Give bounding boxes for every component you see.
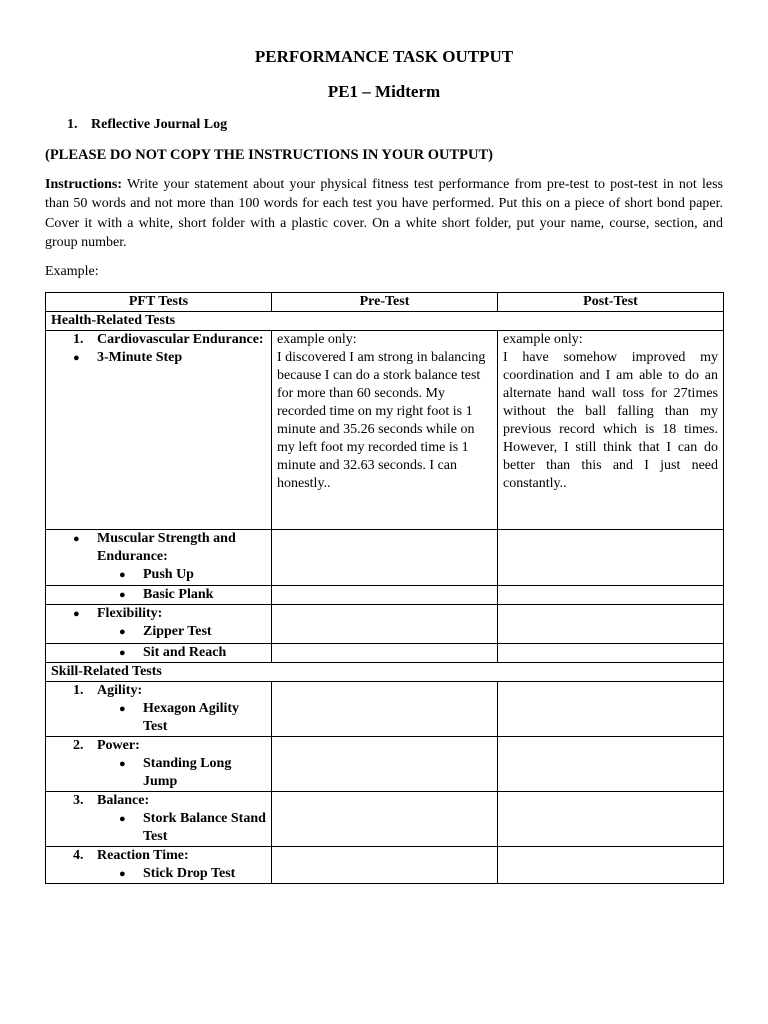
flexibility-sub2-text: Sit and Reach <box>143 645 227 660</box>
balance-number: 3. <box>73 793 84 808</box>
sitreach-post-cell[interactable] <box>498 644 724 663</box>
reaction-post-cell[interactable] <box>498 847 724 884</box>
agility-number: 1. <box>73 683 84 698</box>
bullet-icon: ● <box>73 352 80 364</box>
power-row <box>46 737 724 792</box>
muscular-title-text: Muscular Strength and Endurance: <box>97 531 236 564</box>
power-title <box>51 737 266 755</box>
cardio-sub-text: 3-Minute Step <box>97 350 183 365</box>
agility-test-cell <box>46 682 272 737</box>
cardio-number: 1. <box>73 332 84 347</box>
plank-pre-cell[interactable] <box>272 586 498 605</box>
muscular-sub2 <box>51 586 266 604</box>
cardio-row <box>46 331 724 530</box>
muscular-sub2-text: Basic Plank <box>143 587 214 602</box>
balance-sub-text: Stork Balance Stand Test <box>143 811 266 844</box>
balance-post-cell[interactable] <box>498 792 724 847</box>
agility-sub-text: Hexagon Agility Test <box>143 701 240 734</box>
bullet-icon: ● <box>119 868 126 880</box>
flexibility-pre-cell[interactable] <box>272 605 498 644</box>
instructions-text: Write your statement about your physical fitness test performance from pre-test to post-test in not less than 50 words and not more than 100 words for each test you have performed. Put this on a piece of short bond paper. Cover it with a white, short folder with a plastic cover. On a white short folder, put your name, course, section, and group number. <box>45 177 723 250</box>
muscular-post-cell[interactable] <box>498 530 724 586</box>
skill-section-label: Skill-Related Tests <box>46 663 724 682</box>
power-sub-text: Standing Long Jump <box>143 756 232 789</box>
skill-section-row <box>46 663 724 682</box>
power-title-text: Power: <box>97 738 140 753</box>
plank-row <box>46 586 724 605</box>
power-test-cell <box>46 737 272 792</box>
bullet-icon: ● <box>119 813 126 825</box>
flexibility-post-cell[interactable] <box>498 605 724 644</box>
bullet-icon: ● <box>119 569 126 581</box>
flexibility-title-text: Flexibility: <box>97 606 163 621</box>
balance-row <box>46 792 724 847</box>
agility-post-cell[interactable] <box>498 682 724 737</box>
cardio-post-text: example only: I have somehow improved my coordination and I am able to do an alternate hand wall toss for 27times without the ball falling than my previous record which is 18 times. However, I still think that I can do better than this and I just need constantly.. <box>503 332 718 491</box>
balance-title <box>51 792 266 810</box>
reaction-test-cell <box>46 847 272 884</box>
muscular-test-cell <box>46 530 272 586</box>
cardio-title <box>51 331 266 349</box>
reaction-title-text: Reaction Time: <box>97 848 189 863</box>
warning-note: (PLEASE DO NOT COPY THE INSTRUCTIONS IN YOUR OUTPUT) <box>45 147 493 163</box>
instructions-paragraph <box>45 175 723 252</box>
health-section-row <box>46 312 724 331</box>
flexibility-sub1 <box>51 623 266 641</box>
bullet-icon: ● <box>73 608 80 620</box>
muscular-row <box>46 530 724 586</box>
balance-pre-cell[interactable] <box>272 792 498 847</box>
sitreach-row <box>46 644 724 663</box>
cardio-sub <box>51 349 266 367</box>
sitreach-test-cell <box>46 644 272 663</box>
agility-sub <box>51 700 266 736</box>
flexibility-test-cell <box>46 605 272 644</box>
section-number: 1. <box>67 117 78 132</box>
bullet-icon: ● <box>119 703 126 715</box>
power-sub <box>51 755 266 791</box>
cardio-pre-cell[interactable] <box>272 331 498 530</box>
flexibility-sub1-text: Zipper Test <box>143 624 212 639</box>
reaction-title <box>51 847 266 865</box>
cardio-title-text: Cardiovascular Endurance: <box>97 332 264 347</box>
table-header-row <box>46 293 724 312</box>
balance-title-text: Balance: <box>97 793 150 808</box>
muscular-pre-cell[interactable] <box>272 530 498 586</box>
section-label: Reflective Journal Log <box>91 117 228 132</box>
cardio-test-cell <box>46 331 272 530</box>
bullet-icon: ● <box>119 758 126 770</box>
agility-row <box>46 682 724 737</box>
document-title: PERFORMANCE TASK OUTPUT <box>254 47 514 66</box>
flexibility-sub2 <box>51 644 266 662</box>
bullet-icon: ● <box>119 589 126 601</box>
agility-title-text: Agility: <box>97 683 143 698</box>
example-label: Example: <box>45 264 99 279</box>
power-post-cell[interactable] <box>498 737 724 792</box>
muscular-sub1-text: Push Up <box>143 567 194 582</box>
instructions-label: Instructions: <box>45 177 123 192</box>
reaction-sub-text: Stick Drop Test <box>143 866 236 881</box>
header-pre-test: Pre-Test <box>272 293 498 312</box>
reaction-row <box>46 847 724 884</box>
cardio-pre-text: example only: I discovered I am strong in balancing because I can do a stork balance test for more than 60 seconds. My recorded time on my right foot is 1 minute and 35.26 seconds while on my left foot my recorded time is 1 minute and 32.63 seconds. I can honestly.. <box>277 332 486 491</box>
reaction-pre-cell[interactable] <box>272 847 498 884</box>
balance-test-cell <box>46 792 272 847</box>
flexibility-row <box>46 605 724 644</box>
health-section-label: Health-Related Tests <box>46 312 724 331</box>
plank-post-cell[interactable] <box>498 586 724 605</box>
power-number: 2. <box>73 738 84 753</box>
bullet-icon: ● <box>73 533 80 545</box>
agility-title <box>51 682 266 700</box>
power-pre-cell[interactable] <box>272 737 498 792</box>
reaction-number: 4. <box>73 848 84 863</box>
balance-sub <box>51 810 266 846</box>
bullet-icon: ● <box>119 626 126 638</box>
document-subtitle: PE1 – Midterm <box>327 82 441 101</box>
sitreach-pre-cell[interactable] <box>272 644 498 663</box>
header-pft-tests: PFT Tests <box>46 293 272 312</box>
pft-table <box>45 292 724 884</box>
section-heading <box>67 116 227 134</box>
plank-test-cell <box>46 586 272 605</box>
muscular-title <box>51 530 266 566</box>
reaction-sub <box>51 865 266 883</box>
muscular-sub1 <box>51 566 266 584</box>
header-post-test: Post-Test <box>498 293 724 312</box>
agility-pre-cell[interactable] <box>272 682 498 737</box>
bullet-icon: ● <box>119 647 126 659</box>
flexibility-title <box>51 605 266 623</box>
cardio-post-cell[interactable] <box>498 331 724 530</box>
